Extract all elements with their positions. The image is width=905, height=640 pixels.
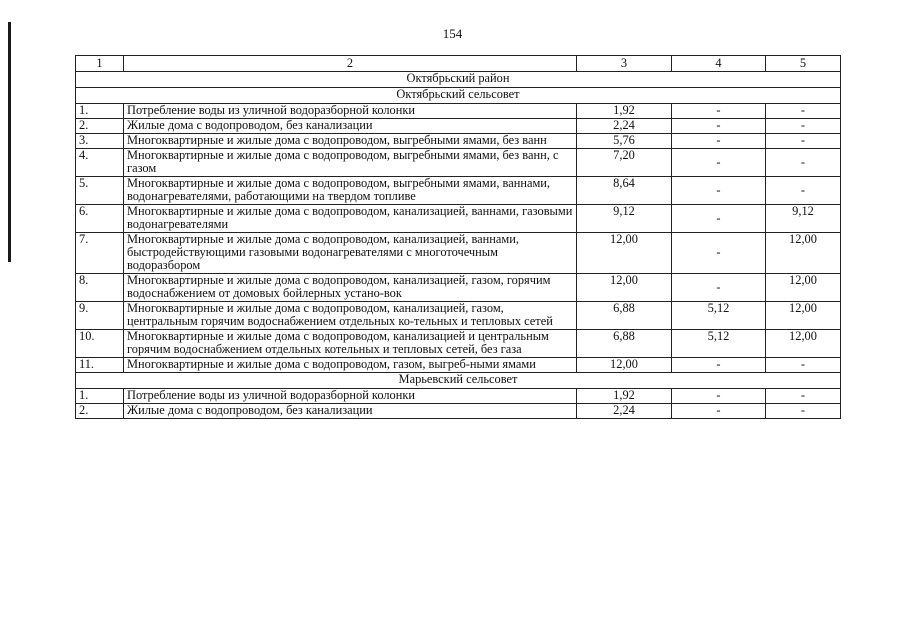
row-value-col3: 12,00 (577, 274, 672, 302)
row-value-col5: - (766, 358, 841, 373)
row-value-col5: - (766, 134, 841, 149)
row-number: 1. (76, 104, 124, 119)
table-body (76, 56, 841, 419)
row-value-col3: 9,12 (577, 205, 672, 233)
row-value-col4: - (672, 233, 766, 274)
row-value-col4: 5,12 (672, 330, 766, 358)
table-row (76, 389, 841, 404)
page-number: 154 (442, 26, 463, 41)
row-number: 5. (76, 177, 124, 205)
row-value-col4: - (672, 389, 766, 404)
row-number: 2. (76, 404, 124, 419)
row-description: Многоквартирные и жилые дома с водопроводом, канализацией, газом, горячим водоснабжением от домовых бойлерных устано-вок (124, 274, 577, 302)
row-description: Многоквартирные и жилые дома с водопроводом, выгребными ямами, без ванн, с газом (124, 149, 577, 177)
row-number: 11. (76, 358, 124, 373)
row-value-col4: - (672, 404, 766, 419)
row-description: Многоквартирные и жилые дома с водопроводом, канализацией, газом, центральным горячим водоснабжением отдельных ко-тельных и тепловых сетей (124, 302, 577, 330)
row-value-col3: 2,24 (577, 404, 672, 419)
row-value-col5: - (766, 104, 841, 119)
row-value-col5: 12,00 (766, 274, 841, 302)
row-value-col4: - (672, 149, 766, 177)
table-row (76, 149, 841, 177)
table-row (76, 205, 841, 233)
section-header-row (76, 72, 841, 88)
section-header-row (76, 373, 841, 389)
row-description: Многоквартирные и жилые дома с водопроводом, канализацией и центральным горячим водоснабжением отдельных котельных и тепловых сетей, без газа (124, 330, 577, 358)
column-header-5: 5 (766, 56, 841, 72)
scan-edge-mark (8, 22, 11, 262)
row-value-col5: - (766, 404, 841, 419)
table-row (76, 330, 841, 358)
table-row (76, 233, 841, 274)
row-value-col3: 6,88 (577, 330, 672, 358)
row-value-col4: - (672, 274, 766, 302)
row-number: 4. (76, 149, 124, 177)
column-header-1: 1 (76, 56, 124, 72)
row-number: 8. (76, 274, 124, 302)
tariff-table (75, 55, 841, 419)
row-value-col3: 8,64 (577, 177, 672, 205)
table-row (76, 119, 841, 134)
column-header-3: 3 (577, 56, 672, 72)
table-row (76, 104, 841, 119)
row-description: Потребление воды из уличной водоразборной колонки (124, 104, 577, 119)
row-description: Многоквартирные и жилые дома с водопроводом, газом, выгреб-ными ямами (124, 358, 577, 373)
row-description: Жилые дома с водопроводом, без канализации (124, 404, 577, 419)
row-description: Многоквартирные и жилые дома с водопроводом, выгребными ямами, ваннами, водонагревателями, работающими на твердом топливе (124, 177, 577, 205)
row-number: 9. (76, 302, 124, 330)
row-value-col3: 12,00 (577, 358, 672, 373)
row-description: Многоквартирные и жилые дома с водопроводом, канализацией, ваннами, быстродействующими газовыми водонагревателями с многоточечным водоразбором (124, 233, 577, 274)
row-description: Потребление воды из уличной водоразборной колонки (124, 389, 577, 404)
row-description: Многоквартирные и жилые дома с водопроводом, выгребными ямами, без ванн (124, 134, 577, 149)
row-number: 3. (76, 134, 124, 149)
row-value-col3: 6,88 (577, 302, 672, 330)
row-description: Жилые дома с водопроводом, без канализации (124, 119, 577, 134)
row-value-col5: - (766, 177, 841, 205)
row-number: 6. (76, 205, 124, 233)
row-value-col4: - (672, 205, 766, 233)
row-number: 1. (76, 389, 124, 404)
row-value-col5: 12,00 (766, 302, 841, 330)
row-value-col4: - (672, 104, 766, 119)
row-value-col3: 1,92 (577, 389, 672, 404)
row-value-col3: 2,24 (577, 119, 672, 134)
row-description: Многоквартирные и жилые дома с водопроводом, канализацией, ваннами, газовыми водонагревателями (124, 205, 577, 233)
row-value-col4: - (672, 119, 766, 134)
table-row (76, 302, 841, 330)
column-header-2: 2 (124, 56, 577, 72)
row-value-col5: - (766, 149, 841, 177)
row-value-col3: 1,92 (577, 104, 672, 119)
row-number: 10. (76, 330, 124, 358)
row-value-col4: - (672, 134, 766, 149)
table-row (76, 404, 841, 419)
table-header-row (76, 56, 841, 72)
section-title: Марьевский сельсовет (76, 373, 841, 389)
row-value-col5: - (766, 119, 841, 134)
row-value-col3: 12,00 (577, 233, 672, 274)
row-number: 2. (76, 119, 124, 134)
table-row (76, 177, 841, 205)
row-value-col4: - (672, 177, 766, 205)
row-value-col4: - (672, 358, 766, 373)
section-title: Октябрьский район (76, 72, 841, 88)
section-title: Октябрьский сельсовет (76, 88, 841, 104)
row-value-col5: 12,00 (766, 330, 841, 358)
row-number: 7. (76, 233, 124, 274)
table-row (76, 274, 841, 302)
table-row (76, 358, 841, 373)
row-value-col3: 5,76 (577, 134, 672, 149)
table-row (76, 134, 841, 149)
row-value-col5: 9,12 (766, 205, 841, 233)
row-value-col5: 12,00 (766, 233, 841, 274)
row-value-col4: 5,12 (672, 302, 766, 330)
row-value-col3: 7,20 (577, 149, 672, 177)
section-header-row (76, 88, 841, 104)
row-value-col5: - (766, 389, 841, 404)
column-header-4: 4 (672, 56, 766, 72)
